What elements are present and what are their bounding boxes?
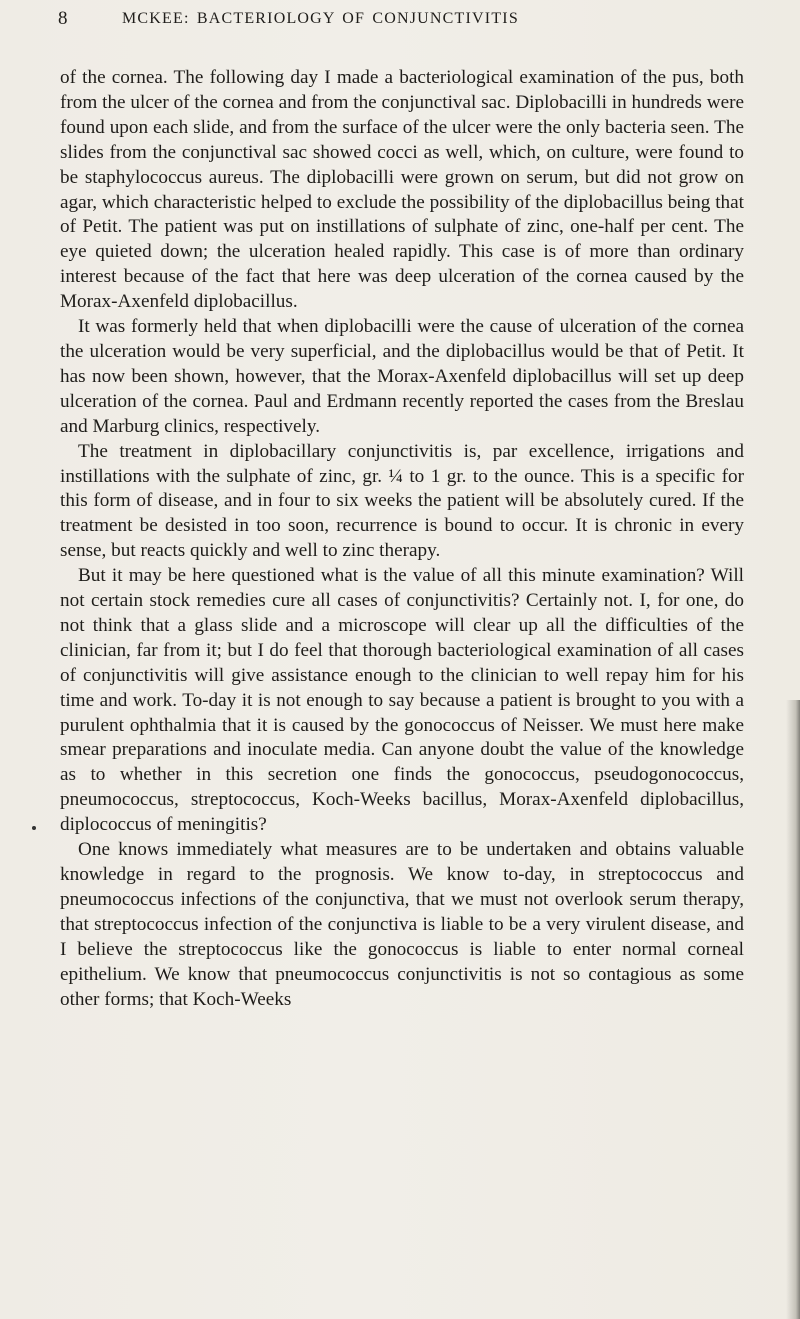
- paragraph-prognosis: One knows immediately what measures are to be undertaken and obtains valuable knowledge in regard to the prognosis. We know to-day, in streptococcus and pneumococcus infections of the conjunctiva, that we must not overlook serum therapy, that streptococcus infection of the conjunctiva is liable to be a very virulent disease, and I believe the streptococcus like the gonococcus is liable to enter normal corneal epithelium. We know that pneumococcus conjunctivitis is not so contagious as some other forms; that Koch-Weeks: [60, 839, 744, 1010]
- paragraph-ulceration-history: It was formerly held that when diplobacilli were the cause of ulceration of the cornea the ulceration would be very superficial, and the diplobacillus would be that of Petit. It has now been shown, however, that the Morax-Axenfeld diplobacillus will set up deep ulceration of the cornea. Paul and Erdmann recently reported the cases from the Breslau and Marburg clinics, respectively.: [60, 316, 744, 437]
- page-number: 8: [58, 8, 68, 29]
- paragraph-continuation: of the cornea. The following day I made a bacteriological examination of the pus, both from the ulcer of the cornea and from the conjunctival sac. Diplobacilli in hundreds were found upon each slide, and from the surface of the ulcer were the only bacteria seen. The slides from the conjunctival sac showed cocci as well, which, on culture, were found to be staphylococcus aureus. The diplobacilli were grown on serum, but did not grow on agar, which characteristic helped to exclude the possibility of the diplobacillus being that of Petit. The patient was put on instillations of sulphate of zinc, one-half per cent. The eye quieted down; the ulceration healed rapidly. This case is of more than ordinary interest because of the fact that here was deep ulceration of the cornea caused by the Morax-Axenfeld diplobacillus.: [60, 67, 744, 313]
- paragraph-value-of-examination: But it may be here questioned what is the value of all this minute examination? Will not certain stock remedies cure all cases of conjunctivitis? Certainly not. I, for one, do not think that a glass slide and a microscope will clear up all the difficulties of the clinician, far from it; but I do feel that thorough bacteriological examination of all cases of conjunctivitis will give assistance enough to the clinician to well repay him for his time and work. To-day it is not enough to say because a patient is brought to you with a purulent ophthalmia that it is caused by the gonococcus of Neisser. We must here make smear preparations and inoculate media. Can anyone doubt the value of the knowledge as to whether in this secretion one finds the gonococcus, pseudogonococcus, pneumococcus, streptococcus, Koch-Weeks bacillus, Morax-Axenfeld diplobacillus, diplococcus of meningitis?: [60, 565, 744, 836]
- paragraph-treatment: The treatment in diplobacillary conjunctivitis is, par excellence, irrigations and instillations with the sulphate of zinc, gr. ¼ to 1 gr. to the ounce. This is a specific for this form of disease, and in four to six weeks the patient will be absolutely cured. If the treatment be desisted in too soon, recurrence is bound to occur. It is chronic in every sense, but reacts quickly and well to zinc therapy.: [60, 440, 744, 562]
- body-text: [60, 66, 744, 1012]
- running-head: MCKEE: BACTERIOLOGY OF CONJUNCTIVITIS: [122, 10, 519, 27]
- page-edge-shadow: [786, 700, 800, 1319]
- margin-mark: [32, 826, 36, 830]
